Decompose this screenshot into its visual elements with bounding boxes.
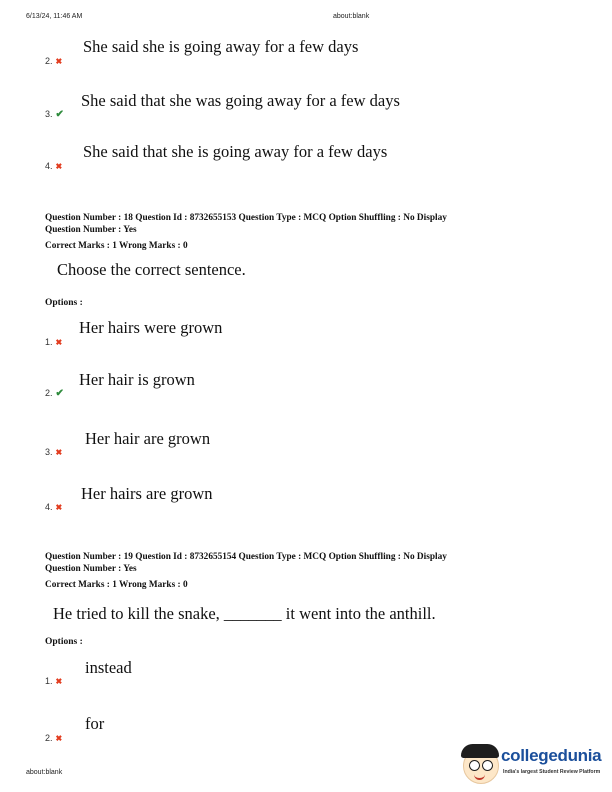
wrong-cross-icon: ✖ [55, 338, 63, 347]
q18-option-4-text: Her hairs are grown [81, 484, 213, 503]
q19-meta [45, 551, 447, 591]
logo-tagline: India's largest Student Review Platform [503, 769, 601, 775]
q19-options-label: Options : [45, 637, 83, 647]
q18-option-3-number: 3. ✖ [45, 447, 63, 457]
prev-option-3-number: 3. ✔ [45, 109, 64, 120]
print-page-url: about:blank [333, 13, 370, 20]
q19-option-1-number: 1. ✖ [45, 676, 63, 686]
q19-option-1-text: instead [85, 658, 132, 677]
q19-option-2-text: for [85, 714, 105, 733]
q19-meta-line-1: Question Number : 19 Question Id : 8732655154 Question Type : MCQ Option Shuffling : No Display [45, 552, 447, 562]
prev-option-4-number: 4. ✖ [45, 161, 63, 171]
wrong-cross-icon: ✖ [55, 448, 63, 457]
q19-option-2-number: 2. ✖ [45, 733, 63, 743]
print-footer-url: about:blank [26, 769, 63, 776]
q18-meta-line-1: Question Number : 18 Question Id : 8732655153 Question Type : MCQ Option Shuffling : No Display [45, 213, 447, 223]
wrong-cross-icon: ✖ [55, 57, 63, 66]
q19-meta-line-2: Question Number : Yes [45, 564, 137, 574]
q18-option-4-number: 4. ✖ [45, 502, 63, 512]
q18-question-text: Choose the correct sentence. [57, 260, 246, 279]
q18-marks-line: Correct Marks : 1 Wrong Marks : 0 [45, 241, 188, 251]
q18-option-3-text: Her hair are grown [85, 429, 211, 448]
prev-option-2-text: She said she is going away for a few days [83, 37, 359, 56]
collegedunia-logo [457, 738, 612, 788]
q18-meta [45, 212, 447, 252]
q19-question-text: He tried to kill the snake, _______ it went into the anthill. [53, 604, 436, 623]
correct-check-icon: ✔ [55, 109, 64, 120]
print-datetime: 6/13/24, 11:46 AM [26, 13, 83, 20]
q18-meta-line-2: Question Number : Yes [45, 225, 137, 235]
wrong-cross-icon: ✖ [55, 734, 63, 743]
q18-option-1-number: 1. ✖ [45, 337, 63, 347]
q18-option-1-text: Her hairs were grown [79, 318, 223, 337]
q19-marks-line: Correct Marks : 1 Wrong Marks : 0 [45, 580, 188, 590]
logo-brand-name: collegedunia [501, 746, 602, 765]
wrong-cross-icon: ✖ [55, 162, 63, 171]
prev-option-3-text: She said that she was going away for a few days [81, 91, 400, 110]
wrong-cross-icon: ✖ [55, 677, 63, 686]
prev-option-4-text: She said that she is going away for a few days [83, 142, 388, 161]
q18-option-2-text: Her hair is grown [79, 370, 195, 389]
q18-option-2-number: 2. ✔ [45, 388, 64, 399]
wrong-cross-icon: ✖ [55, 503, 63, 512]
correct-check-icon: ✔ [55, 388, 64, 399]
prev-option-2-number: 2. ✖ [45, 56, 63, 66]
q18-options-label: Options : [45, 298, 83, 308]
